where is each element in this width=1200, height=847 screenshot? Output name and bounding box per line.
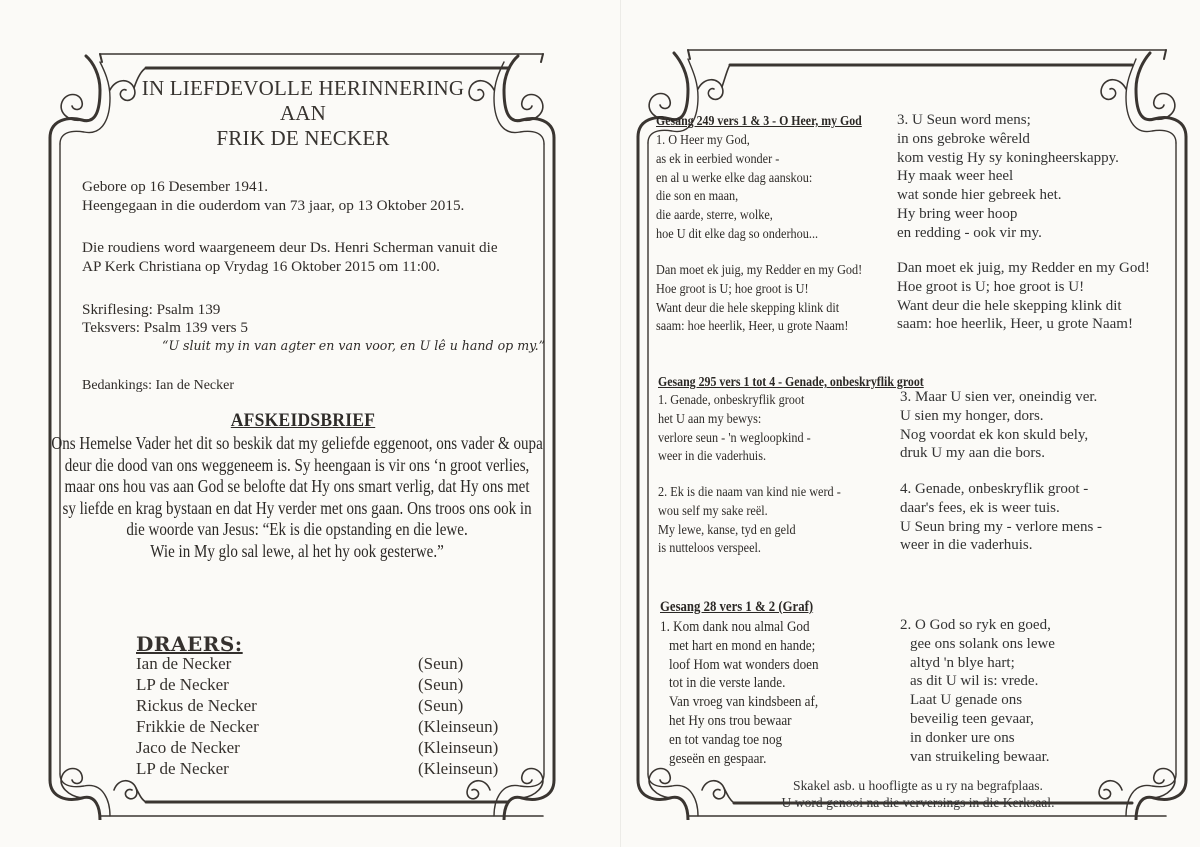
verse-line: U Seun bring my - verlore mens - — [900, 518, 1103, 535]
hymns-page — [618, 45, 1198, 820]
verse-line: en tot vandag toe nog — [669, 731, 783, 748]
letter-line: Ons Hemelse Vader het dit so beskik dat my geliefde eggenoot, ons vader & oupa — [51, 433, 543, 453]
verse-line: Hy bring weer hoop — [897, 205, 1018, 222]
bearer-relation: (Kleinseun) — [418, 759, 499, 778]
verse-line: Hoe groot is U; hoe groot is U! — [656, 280, 809, 296]
verse-line: druk U my aan die bors. — [900, 445, 1045, 462]
verse-line: verlore seun - 'n wegloopkind - — [658, 429, 811, 445]
text-verse: Teksvers: Psalm 139 vers 5 — [82, 319, 248, 336]
verse-line: Dan moet ek juig, my Redder en my God! — [897, 260, 1150, 276]
text-verse-quote: “U sluit my in van agter en van voor, en U lê u hand op my.” — [162, 338, 546, 353]
verse-line: as ek in eerbied wonder - — [656, 150, 780, 166]
verse-line: die aarde, sterre, wolke, — [656, 207, 773, 223]
verse-line: 4. Genade, onbeskryflik groot - — [900, 481, 1089, 497]
verse-line: geseën en gespaar. — [669, 750, 767, 767]
memorial-title-aan: AAN — [279, 101, 327, 125]
verse-line: Hy maak weer heel — [897, 168, 1014, 185]
bearer-row — [136, 738, 536, 759]
verse-line: is nutteloos verspeel. — [658, 540, 761, 556]
memorial-page — [38, 50, 568, 820]
verse-line: Want deur die hele skepping klink dit — [656, 299, 840, 315]
bearers-heading: DRAERS: — [136, 632, 243, 656]
verse-line: in donker ure ons — [910, 729, 1015, 746]
hymn-title: Gesang 295 vers 1 tot 4 - Genade, onbeskryflik groot — [658, 374, 924, 389]
verse-line: weer in die vaderhuis. — [658, 448, 767, 464]
bearer-relation: (Kleinseun) — [418, 717, 499, 736]
service-details-line1: Die roudiens word waargeneem deur Ds. Henri Scherman vanuit die — [82, 239, 498, 256]
letter-line: sy liefde en krag bystaan en dat Hy verder met ons gaan. Ons troos ons ook in — [62, 497, 532, 518]
bearer-relation: (Seun) — [418, 654, 464, 673]
verse-line: 2. Ek is die naam van kind nie werd - — [658, 484, 841, 499]
hymn-verse — [658, 483, 841, 558]
bearer-name: LP de Necker — [136, 759, 229, 778]
bearer-row — [136, 696, 536, 717]
verse-line: het U aan my bewys: — [658, 410, 762, 426]
farewell-letter-heading: AFSKEIDSBRIEF — [230, 410, 376, 431]
verse-line: die son en maan, — [656, 188, 739, 204]
verse-line: Nog voordat ek kon skuld bely, — [900, 426, 1089, 443]
verse-line: My lewe, kanse, tyd en geld — [658, 521, 796, 537]
letter-line: deur die dood van ons weggeneem is. Sy heengaan is vir ons ‘n groot verlies, — [64, 454, 530, 475]
letter-line: Wie in My glo sal lewe, al het hy ook gesterwe.” — [150, 540, 444, 561]
verse-line: het Hy ons trou bewaar — [669, 712, 792, 729]
verse-line: en al u werke elke dag aanskou: — [656, 169, 813, 185]
verse-line: Want deur die hele skepping klink dit — [897, 297, 1122, 314]
refreshments-notice: U word genooi na die verversings in die Kerksaal. — [781, 795, 1055, 810]
hymn-verse — [658, 391, 811, 466]
verse-line: 1. O Heer my God, — [656, 132, 750, 147]
letter-line: maar ons hou vas aan God se belofte dat Hy ons smart verlig, dat Hy ons met — [64, 476, 530, 497]
verse-line: Dan moet ek juig, my Redder en my God! — [656, 262, 863, 277]
verse-line: wou self my sake reël. — [658, 502, 768, 518]
bearer-name: Ian de Necker — [136, 654, 232, 673]
hymn-title: Gesang 249 vers 1 & 3 - O Heer, my God — [656, 113, 862, 128]
verse-line: 1. Kom dank nou almal God — [660, 619, 810, 635]
hymn-verse — [660, 618, 819, 768]
verse-line: 3. Maar U sien ver, oneindig ver. — [900, 389, 1098, 405]
verse-line: 1. Genade, onbeskryflik groot — [658, 392, 805, 407]
verse-line: U sien my honger, dors. — [900, 407, 1044, 424]
verse-line: saam: hoe heerlik, Heer, u grote Naam! — [897, 316, 1133, 333]
verse-line: saam: hoe heerlik, Heer, u grote Naam! — [656, 318, 849, 334]
hymn-chorus — [656, 261, 862, 336]
verse-line: daar's fees, ek is weer tuis. — [900, 499, 1060, 516]
verse-line: altyd 'n blye hart; — [910, 654, 1015, 671]
deceased-name: FRIK DE NECKER — [216, 126, 390, 150]
headlights-notice: Skakel asb. u hoofligte as u ry na begrafplaas. — [793, 778, 1043, 793]
hymn-title: Gesang 28 vers 1 & 2 (Graf) — [660, 599, 814, 615]
bearer-name: Jaco de Necker — [136, 738, 240, 757]
verse-line: kom vestig Hy sy koningheerskappy. — [897, 149, 1119, 166]
verse-line: loof Hom wat wonders doen — [669, 656, 819, 673]
verse-line: beveilig teen gevaar, — [910, 710, 1034, 727]
bearer-name: Rickus de Necker — [136, 696, 257, 715]
verse-line: van struikeling bewaar. — [910, 748, 1050, 765]
bearer-relation: (Seun) — [418, 696, 464, 715]
verse-line: tot in die verste lande. — [669, 675, 786, 692]
hymn-chorus — [897, 259, 1150, 334]
verse-line: as dit U wil is: vrede. — [910, 673, 1039, 690]
bearer-relation: (Kleinseun) — [418, 738, 499, 757]
verse-line: en redding - ook vir my. — [897, 224, 1042, 241]
bearer-row — [136, 654, 536, 675]
hymn-verse — [897, 111, 1119, 243]
service-details-line2: AP Kerk Christiana op Vrydag 16 Oktober 2015 om 11:00. — [82, 258, 440, 275]
verse-line: weer in die vaderhuis. — [900, 537, 1033, 554]
bearer-row — [136, 759, 536, 780]
verse-line: Laat U genade ons — [910, 692, 1023, 709]
acknowledgements: Bedankings: Ian de Necker — [82, 378, 234, 393]
verse-line: 2. O God so ryk en goed, — [900, 617, 1051, 633]
hymn-verse — [900, 616, 1055, 766]
verse-line: gee ons solank ons lewe — [910, 635, 1055, 652]
bearer-row — [136, 717, 536, 738]
scripture-reading: Skriflesing: Psalm 139 — [82, 301, 221, 318]
memorial-title: IN LIEFDEVOLLE HERINNERING — [141, 76, 465, 100]
verse-line: 3. U Seun word mens; — [897, 112, 1031, 128]
verse-line: wat sonde hier gebreek het. — [897, 187, 1062, 204]
bearer-row — [136, 675, 536, 696]
hymn-verse — [900, 388, 1097, 463]
letter-line: die woorde van Jesus: “Ek is die opstanding en die lewe. — [126, 519, 468, 540]
verse-line: hoe U dit elke dag so onderhou... — [656, 225, 819, 241]
farewell-letter-body — [32, 433, 562, 563]
hymn-verse — [900, 480, 1102, 555]
verse-line: in ons gebroke wêreld — [897, 130, 1030, 147]
verse-line: Van vroeg van kindsbeen af, — [669, 694, 819, 711]
birth-date: Gebore op 16 Desember 1941. — [82, 178, 268, 195]
bearer-relation: (Seun) — [418, 675, 464, 694]
hymn-verse — [656, 131, 818, 244]
verse-line: Hoe groot is U; hoe groot is U! — [897, 278, 1085, 295]
bearer-name: Frikkie de Necker — [136, 717, 259, 736]
verse-line: met hart en mond en hande; — [669, 637, 816, 654]
death-date: Heengegaan in die ouderdom van 73 jaar, op 13 Oktober 2015. — [82, 197, 465, 214]
bearer-name: LP de Necker — [136, 675, 229, 694]
